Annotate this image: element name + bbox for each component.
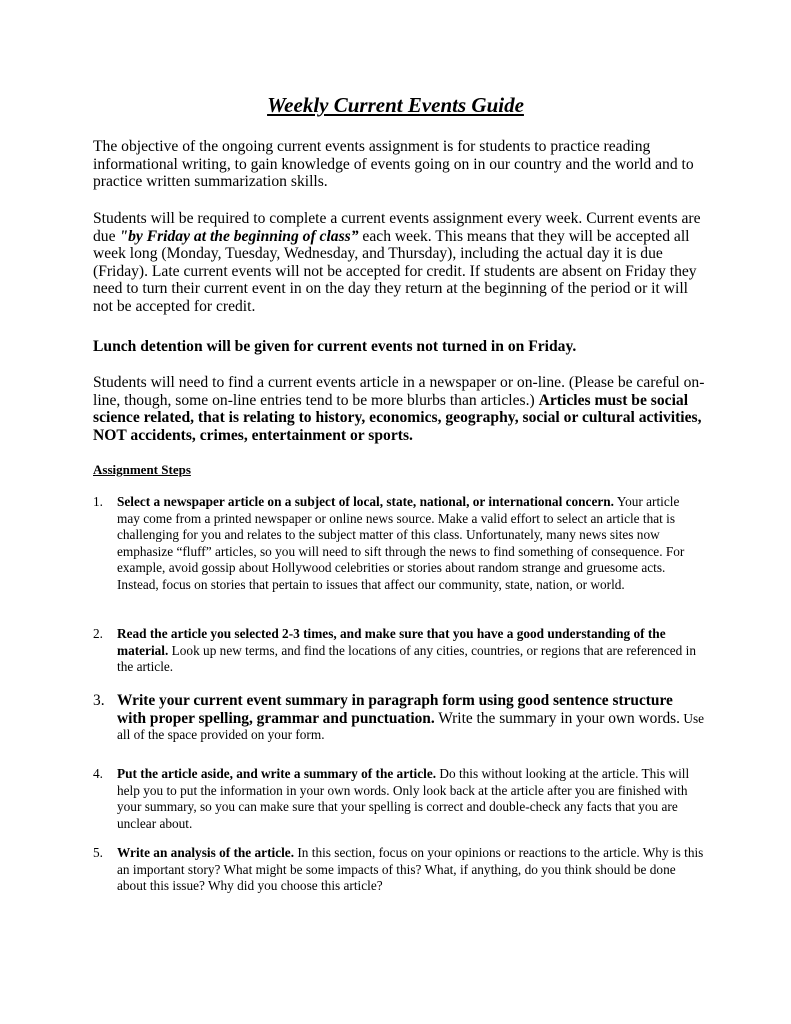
step-item <box>93 692 705 744</box>
assignment-steps-heading: Assignment Steps <box>93 462 191 477</box>
due-date-emphasis: "by Friday at the beginning of class” <box>119 227 359 245</box>
article-source-text: Students will need to find a current events article in a newspaper or on-line. (Please be careful on-line, though, some on-line entries tend to be more blurbs than articles.) <box>93 374 705 409</box>
step-body <box>117 845 705 895</box>
article-source-paragraph <box>93 374 705 444</box>
step-lead: Read the article you selected 2-3 times, and make sure that you have a good understanding of the material. <box>117 626 666 658</box>
step-body <box>117 626 705 676</box>
article-requirement-text: Articles must be social science related, that is relating to history, economics, geography, social or cultural activities, NOT accidents, crimes, entertainment or sports. <box>93 391 702 444</box>
page-title: Weekly Current Events Guide <box>267 93 524 117</box>
step-lead: Put the article aside, and write a summary of the article. <box>117 766 437 781</box>
step-text-emphasis: Write the summary in your own words. <box>434 709 681 727</box>
step-number: 3. <box>93 692 105 709</box>
step-item <box>93 626 705 676</box>
due-date-text: Students will be required to complete a current events assignment every week. Current events are due <box>93 210 701 245</box>
objective-paragraph: The objective of the ongoing current events assignment is for students to practice reading informational writing, to gain knowledge of events going on in our country and the world and to practice written summarization skills. <box>93 138 694 190</box>
step-body <box>117 766 705 832</box>
step-text: In this section, focus on your opinions or reactions to the article. Why is this an important story? What might be some impacts of this? What, if anything, do you think should be done about this issue? Why did you choose this article? <box>117 845 704 894</box>
step-item <box>93 766 705 832</box>
due-date-paragraph <box>93 210 705 315</box>
step-body <box>117 494 705 594</box>
step-text: Your article may come from a printed newspaper or online news source. Make a valid effort to select an article that is challenging for you and relates to the subject matter of this class. Unfortunately, many news sites now emphasize “fluff” articles, so you will need to sift through the news to find something of consequence. For example, avoid gossip about Hollywood celebrities or stories about random strange and gruesome acts. Instead, focus on stories that pertain to issues that affect our community, state, nation, or world. <box>117 494 685 592</box>
due-date-policy-text: each week. This means that they will be accepted all week long (Monday, Tuesday, Wednesday, and Thursday), including the actual day it is due (Friday). Late current events will not be accepted for credit. If students are absent on Friday they need to turn their current event in on the day they return at the beginning of the period or it will not be accepted for credit. <box>93 227 697 315</box>
step-lead: Write an analysis of the article. <box>117 845 295 860</box>
step-number: 2. <box>93 626 103 641</box>
step-number: 5. <box>93 845 103 860</box>
step-body <box>117 692 705 744</box>
step-text: Look up new terms, and find the locations of any cities, countries, or regions that are referenced in the article. <box>117 642 696 675</box>
step-number: 1. <box>93 494 103 509</box>
lunch-detention-notice: Lunch detention will be given for current events not turned in on Friday. <box>93 338 577 355</box>
step-lead: Select a newspaper article on a subject of local, state, national, or international concern. <box>117 494 614 509</box>
step-lead: Write your current event summary in paragraph form using good sentence structure with proper spelling, grammar and punctuation. <box>117 692 673 727</box>
step-number: 4. <box>93 766 103 781</box>
step-item <box>93 494 705 594</box>
step-text: Do this without looking at the article. This will help you to put the information in your own words. Only look back at the article after you are finished with your summary, so you can make sure that your spelling is correct and double-check any facts that you are unclear about. <box>117 766 690 831</box>
step-item <box>93 845 705 895</box>
step-text: Use all of the space provided on your form. <box>117 710 705 743</box>
